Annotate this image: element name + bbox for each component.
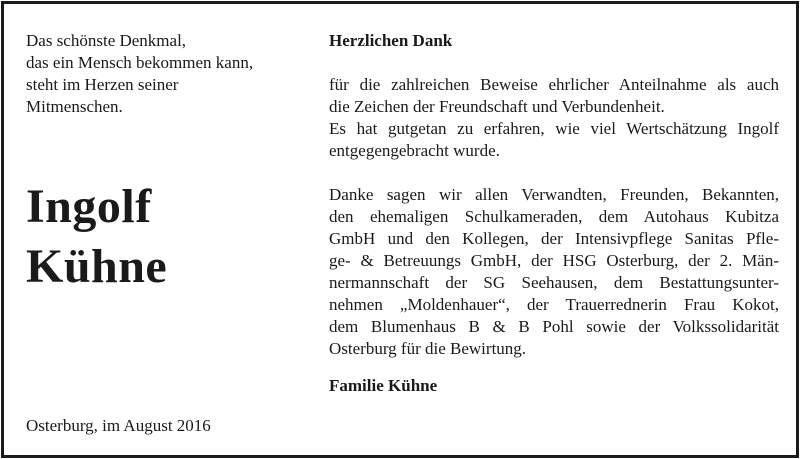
motto-line: steht im Herzen seiner: [26, 75, 179, 94]
paragraph-line: ge- & Betreuungs GmbH, der HSG Osterburg, der 2. Män-: [329, 251, 779, 270]
last-name: Kühne: [26, 240, 168, 293]
paragraph-line: Es hat gutgetan zu erfahren, wie viel Wertschätzung Ingolf: [329, 119, 779, 138]
paragraph-line: für die zahlreichen Beweise ehrlicher Anteilnahme als auch: [329, 75, 779, 94]
paragraph-line: Osterburg für die Bewirtung.: [329, 339, 527, 358]
thanks-paragraph-1: [329, 74, 779, 162]
motto-line: Mitmenschen.: [26, 97, 123, 116]
paragraph-line: Danke sagen wir allen Verwandten, Freunden, Bekannten,: [329, 185, 779, 204]
paragraph-line: den ehemaligen Schulkameraden, dem Autohaus Kubitza: [329, 207, 779, 226]
first-name: Ingolf: [26, 180, 152, 233]
deceased-name: [26, 177, 167, 297]
paragraph-line: nehmen „Moldenhauer“, der Trauerrednerin Frau Kokot,: [329, 295, 779, 314]
paragraph-line: GmbH und den Kollegen, der Intensivpflege Sanitas Pfle-: [329, 229, 779, 248]
thanks-heading: Herzlichen Dank: [329, 31, 453, 50]
thanks-paragraph-2: [329, 184, 779, 360]
signature: Familie Kühne: [329, 376, 438, 395]
paragraph-line: entgegengebracht wurde.: [329, 141, 500, 160]
motto-line: Das schönste Denkmal,: [26, 31, 187, 50]
motto-line: das ein Mensch bekommen kann,: [26, 53, 254, 72]
motto-text: [26, 30, 306, 118]
motto-block: [26, 30, 306, 118]
paragraph-line: die Zeichen der Freundschaft und Verbundenheit.: [329, 97, 665, 116]
paragraph-line: nermannschaft der SG Seehausen, dem Bestattungsunter-: [329, 273, 779, 292]
place-date: Osterburg, im August 2016: [26, 416, 211, 435]
obituary-frame: [1, 1, 799, 458]
thanks-block: [329, 30, 779, 360]
paragraph-line: dem Blumenhaus B & B Pohl sowie der Volkssolidarität: [329, 317, 779, 336]
